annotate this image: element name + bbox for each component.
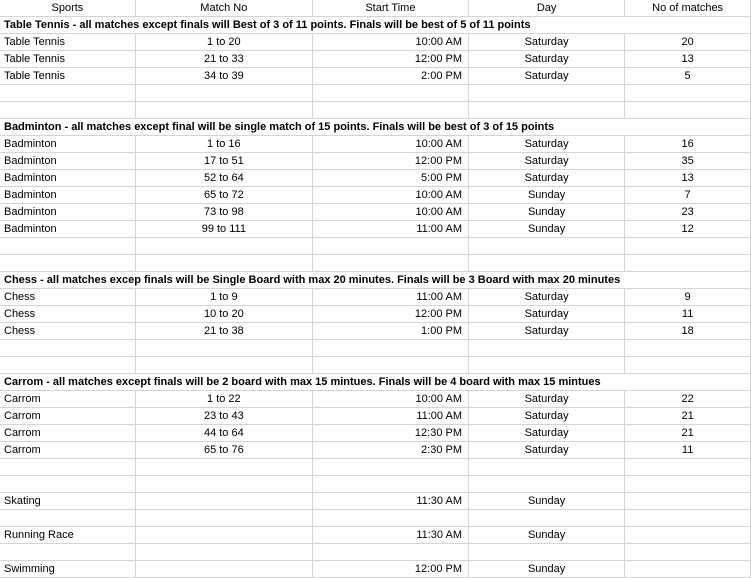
start-time-cell[interactable]: 10:00 AM	[312, 187, 468, 204]
table-row	[0, 187, 751, 204]
empty-cell[interactable]	[625, 119, 751, 136]
empty-cell[interactable]	[312, 357, 468, 374]
match-count-cell[interactable]: 21	[625, 408, 751, 425]
match-count-cell[interactable]: 9	[625, 289, 751, 306]
table-row	[0, 170, 751, 187]
empty-cell[interactable]	[625, 238, 751, 255]
match-no-cell[interactable]: 52 to 64	[135, 170, 312, 187]
start-time-cell[interactable]: 12:00 PM	[312, 561, 468, 578]
col-header-start-time[interactable]: Start Time	[312, 0, 468, 17]
start-time-cell[interactable]: 11:30 AM	[312, 493, 468, 510]
table-row	[0, 221, 751, 238]
start-time-cell[interactable]: 11:30 AM	[312, 527, 468, 544]
match-count-cell[interactable]: 12	[625, 221, 751, 238]
day-cell[interactable]: Saturday	[469, 170, 625, 187]
table-row	[0, 408, 751, 425]
empty-cell[interactable]	[312, 544, 468, 561]
empty-cell[interactable]	[135, 238, 312, 255]
match-count-cell[interactable]: 23	[625, 204, 751, 221]
sport-cell[interactable]: Table Tennis	[0, 34, 135, 51]
section-title[interactable]: Chess - all matches excep finals will be Single Board with max 20 minutes. Finals will be 3 Board with max 20 minutes	[0, 272, 625, 289]
empty-cell[interactable]	[135, 357, 312, 374]
sport-cell[interactable]: Carrom	[0, 425, 135, 442]
blank-row	[0, 238, 751, 255]
sport-cell[interactable]: Badminton	[0, 187, 135, 204]
empty-cell[interactable]	[135, 544, 312, 561]
empty-cell[interactable]	[135, 255, 312, 272]
col-header-match-no[interactable]: Match No	[135, 0, 312, 17]
empty-cell[interactable]	[469, 255, 625, 272]
start-time-cell[interactable]: 11:00 AM	[312, 408, 468, 425]
empty-cell[interactable]	[625, 357, 751, 374]
day-cell[interactable]: Sunday	[469, 527, 625, 544]
empty-cell[interactable]	[625, 340, 751, 357]
empty-cell[interactable]	[0, 255, 135, 272]
empty-cell[interactable]	[625, 102, 751, 119]
match-count-cell[interactable]: 16	[625, 136, 751, 153]
start-time-cell[interactable]: 10:00 AM	[312, 136, 468, 153]
start-time-cell[interactable]: 12:00 PM	[312, 306, 468, 323]
empty-cell[interactable]	[625, 476, 751, 493]
table-row	[0, 289, 751, 306]
sport-cell[interactable]: Badminton	[0, 204, 135, 221]
table-row	[0, 153, 751, 170]
start-time-cell[interactable]: 11:00 AM	[312, 221, 468, 238]
col-header-sports[interactable]: Sports	[0, 0, 135, 17]
match-no-cell[interactable]: 44 to 64	[135, 425, 312, 442]
sport-cell[interactable]: Carrom	[0, 391, 135, 408]
start-time-cell[interactable]: 12:00 PM	[312, 153, 468, 170]
empty-cell[interactable]	[625, 510, 751, 527]
day-cell[interactable]: Saturday	[469, 51, 625, 68]
table-row	[0, 68, 751, 85]
table-row	[0, 323, 751, 340]
match-count-cell[interactable]: 22	[625, 391, 751, 408]
day-cell[interactable]: Sunday	[469, 493, 625, 510]
match-no-cell[interactable]	[135, 493, 312, 510]
blank-row	[0, 459, 751, 476]
empty-cell[interactable]	[625, 374, 751, 391]
match-count-cell[interactable]: 35	[625, 153, 751, 170]
table-row	[0, 442, 751, 459]
start-time-cell[interactable]: 12:30 PM	[312, 425, 468, 442]
empty-cell[interactable]	[469, 476, 625, 493]
empty-cell[interactable]	[469, 85, 625, 102]
match-no-cell[interactable]: 1 to 9	[135, 289, 312, 306]
blank-row	[0, 544, 751, 561]
section-title-row	[0, 374, 751, 391]
table-row	[0, 306, 751, 323]
table-row	[0, 425, 751, 442]
empty-cell[interactable]	[312, 85, 468, 102]
blank-row	[0, 357, 751, 374]
day-cell[interactable]: Sunday	[469, 561, 625, 578]
col-header-no-of-matches[interactable]: No of matches	[625, 0, 751, 17]
day-cell[interactable]: Sunday	[469, 204, 625, 221]
start-time-cell[interactable]: 10:00 AM	[312, 391, 468, 408]
table-row	[0, 204, 751, 221]
match-no-cell[interactable]: 65 to 76	[135, 442, 312, 459]
section-title-row	[0, 17, 751, 34]
blank-row	[0, 510, 751, 527]
match-no-cell[interactable]	[135, 561, 312, 578]
match-count-cell[interactable]: 11	[625, 306, 751, 323]
empty-cell[interactable]	[0, 102, 135, 119]
empty-cell[interactable]	[135, 459, 312, 476]
empty-cell[interactable]	[469, 357, 625, 374]
empty-cell[interactable]	[469, 340, 625, 357]
empty-cell[interactable]	[625, 17, 751, 34]
match-no-cell[interactable]: 23 to 43	[135, 408, 312, 425]
section-title[interactable]: Carrom - all matches except finals will be 2 board with max 15 mintues. Finals will be 4 board with max 15 mintues	[0, 374, 625, 391]
sport-cell[interactable]: Badminton	[0, 153, 135, 170]
day-cell[interactable]: Saturday	[469, 408, 625, 425]
empty-cell[interactable]	[625, 85, 751, 102]
sport-cell[interactable]: Swimming	[0, 561, 135, 578]
empty-cell[interactable]	[469, 238, 625, 255]
empty-cell[interactable]	[625, 255, 751, 272]
sport-cell[interactable]: Chess	[0, 323, 135, 340]
day-cell[interactable]: Saturday	[469, 391, 625, 408]
table-row	[0, 136, 751, 153]
match-no-cell[interactable]: 65 to 72	[135, 187, 312, 204]
section-title-row	[0, 272, 751, 289]
start-time-cell[interactable]: 2:30 PM	[312, 442, 468, 459]
day-cell[interactable]: Saturday	[469, 442, 625, 459]
match-no-cell[interactable]: 99 to 111	[135, 221, 312, 238]
sport-cell[interactable]: Running Race	[0, 527, 135, 544]
empty-cell[interactable]	[135, 476, 312, 493]
empty-cell[interactable]	[0, 340, 135, 357]
match-count-cell[interactable]: 11	[625, 442, 751, 459]
match-no-cell[interactable]: 1 to 20	[135, 34, 312, 51]
empty-cell[interactable]	[312, 255, 468, 272]
sport-cell[interactable]: Carrom	[0, 442, 135, 459]
day-cell[interactable]: Saturday	[469, 306, 625, 323]
section-title-row	[0, 119, 751, 136]
sport-cell[interactable]: Badminton	[0, 136, 135, 153]
match-count-cell[interactable]	[625, 493, 751, 510]
blank-row	[0, 476, 751, 493]
blank-row	[0, 340, 751, 357]
empty-cell[interactable]	[0, 357, 135, 374]
table-row	[0, 527, 751, 544]
table-row	[0, 391, 751, 408]
table-row	[0, 493, 751, 510]
sport-cell[interactable]: Carrom	[0, 408, 135, 425]
blank-row	[0, 255, 751, 272]
table-row	[0, 51, 751, 68]
start-time-cell[interactable]: 2:00 PM	[312, 68, 468, 85]
empty-cell[interactable]	[469, 510, 625, 527]
empty-cell[interactable]	[135, 102, 312, 119]
empty-cell[interactable]	[469, 459, 625, 476]
match-no-cell[interactable]: 21 to 33	[135, 51, 312, 68]
sport-cell[interactable]: Chess	[0, 289, 135, 306]
day-cell[interactable]: Saturday	[469, 323, 625, 340]
empty-cell[interactable]	[312, 102, 468, 119]
section-title[interactable]: Badminton - all matches except final will be single match of 15 points. Finals will be best of 3 of 15 points	[0, 119, 625, 136]
blank-row	[0, 102, 751, 119]
sport-cell[interactable]: Badminton	[0, 221, 135, 238]
day-cell[interactable]: Saturday	[469, 34, 625, 51]
start-time-cell[interactable]: 5:00 PM	[312, 170, 468, 187]
match-no-cell[interactable]: 34 to 39	[135, 68, 312, 85]
start-time-cell[interactable]: 11:00 AM	[312, 289, 468, 306]
sport-cell[interactable]: Table Tennis	[0, 68, 135, 85]
match-count-cell[interactable]: 7	[625, 187, 751, 204]
header-row	[0, 0, 751, 17]
match-count-cell[interactable]: 20	[625, 34, 751, 51]
sport-cell[interactable]: Chess	[0, 306, 135, 323]
empty-cell[interactable]	[625, 544, 751, 561]
table-row	[0, 561, 751, 578]
empty-cell[interactable]	[625, 459, 751, 476]
empty-cell[interactable]	[0, 459, 135, 476]
match-no-cell[interactable]	[135, 527, 312, 544]
empty-cell[interactable]	[0, 238, 135, 255]
day-cell[interactable]: Sunday	[469, 187, 625, 204]
match-count-cell[interactable]	[625, 561, 751, 578]
col-header-day[interactable]: Day	[469, 0, 625, 17]
match-count-cell[interactable]: 13	[625, 170, 751, 187]
match-no-cell[interactable]: 21 to 38	[135, 323, 312, 340]
start-time-cell[interactable]: 12:00 PM	[312, 51, 468, 68]
empty-cell[interactable]	[135, 85, 312, 102]
match-no-cell[interactable]: 73 to 98	[135, 204, 312, 221]
section-title[interactable]: Table Tennis - all matches except finals will Best of 3 of 11 points. Finals will be best of 5 of 11 points	[0, 17, 625, 34]
table-row	[0, 34, 751, 51]
day-cell[interactable]: Saturday	[469, 153, 625, 170]
empty-cell[interactable]	[135, 340, 312, 357]
day-cell[interactable]: Saturday	[469, 425, 625, 442]
start-time-cell[interactable]: 10:00 AM	[312, 34, 468, 51]
match-count-cell[interactable]	[625, 527, 751, 544]
empty-cell[interactable]	[0, 544, 135, 561]
match-no-cell[interactable]: 17 to 51	[135, 153, 312, 170]
start-time-cell[interactable]: 10:00 AM	[312, 204, 468, 221]
sport-cell[interactable]: Badminton	[0, 170, 135, 187]
empty-cell[interactable]	[625, 272, 751, 289]
empty-cell[interactable]	[135, 510, 312, 527]
blank-row	[0, 85, 751, 102]
match-no-cell[interactable]: 1 to 22	[135, 391, 312, 408]
match-count-cell[interactable]: 13	[625, 51, 751, 68]
empty-cell[interactable]	[0, 476, 135, 493]
empty-cell[interactable]	[312, 510, 468, 527]
empty-cell[interactable]	[312, 238, 468, 255]
day-cell[interactable]: Saturday	[469, 68, 625, 85]
sport-cell[interactable]: Table Tennis	[0, 51, 135, 68]
empty-cell[interactable]	[469, 102, 625, 119]
empty-cell[interactable]	[0, 510, 135, 527]
empty-cell[interactable]	[312, 459, 468, 476]
match-no-cell[interactable]: 10 to 20	[135, 306, 312, 323]
match-no-cell[interactable]: 1 to 16	[135, 136, 312, 153]
start-time-cell[interactable]: 1:00 PM	[312, 323, 468, 340]
empty-cell[interactable]	[312, 476, 468, 493]
empty-cell[interactable]	[312, 340, 468, 357]
sport-cell[interactable]: Skating	[0, 493, 135, 510]
match-count-cell[interactable]: 5	[625, 68, 751, 85]
empty-cell[interactable]	[469, 544, 625, 561]
empty-cell[interactable]	[0, 85, 135, 102]
day-cell[interactable]: Saturday	[469, 136, 625, 153]
day-cell[interactable]: Saturday	[469, 289, 625, 306]
match-count-cell[interactable]: 21	[625, 425, 751, 442]
day-cell[interactable]: Sunday	[469, 221, 625, 238]
match-count-cell[interactable]: 18	[625, 323, 751, 340]
